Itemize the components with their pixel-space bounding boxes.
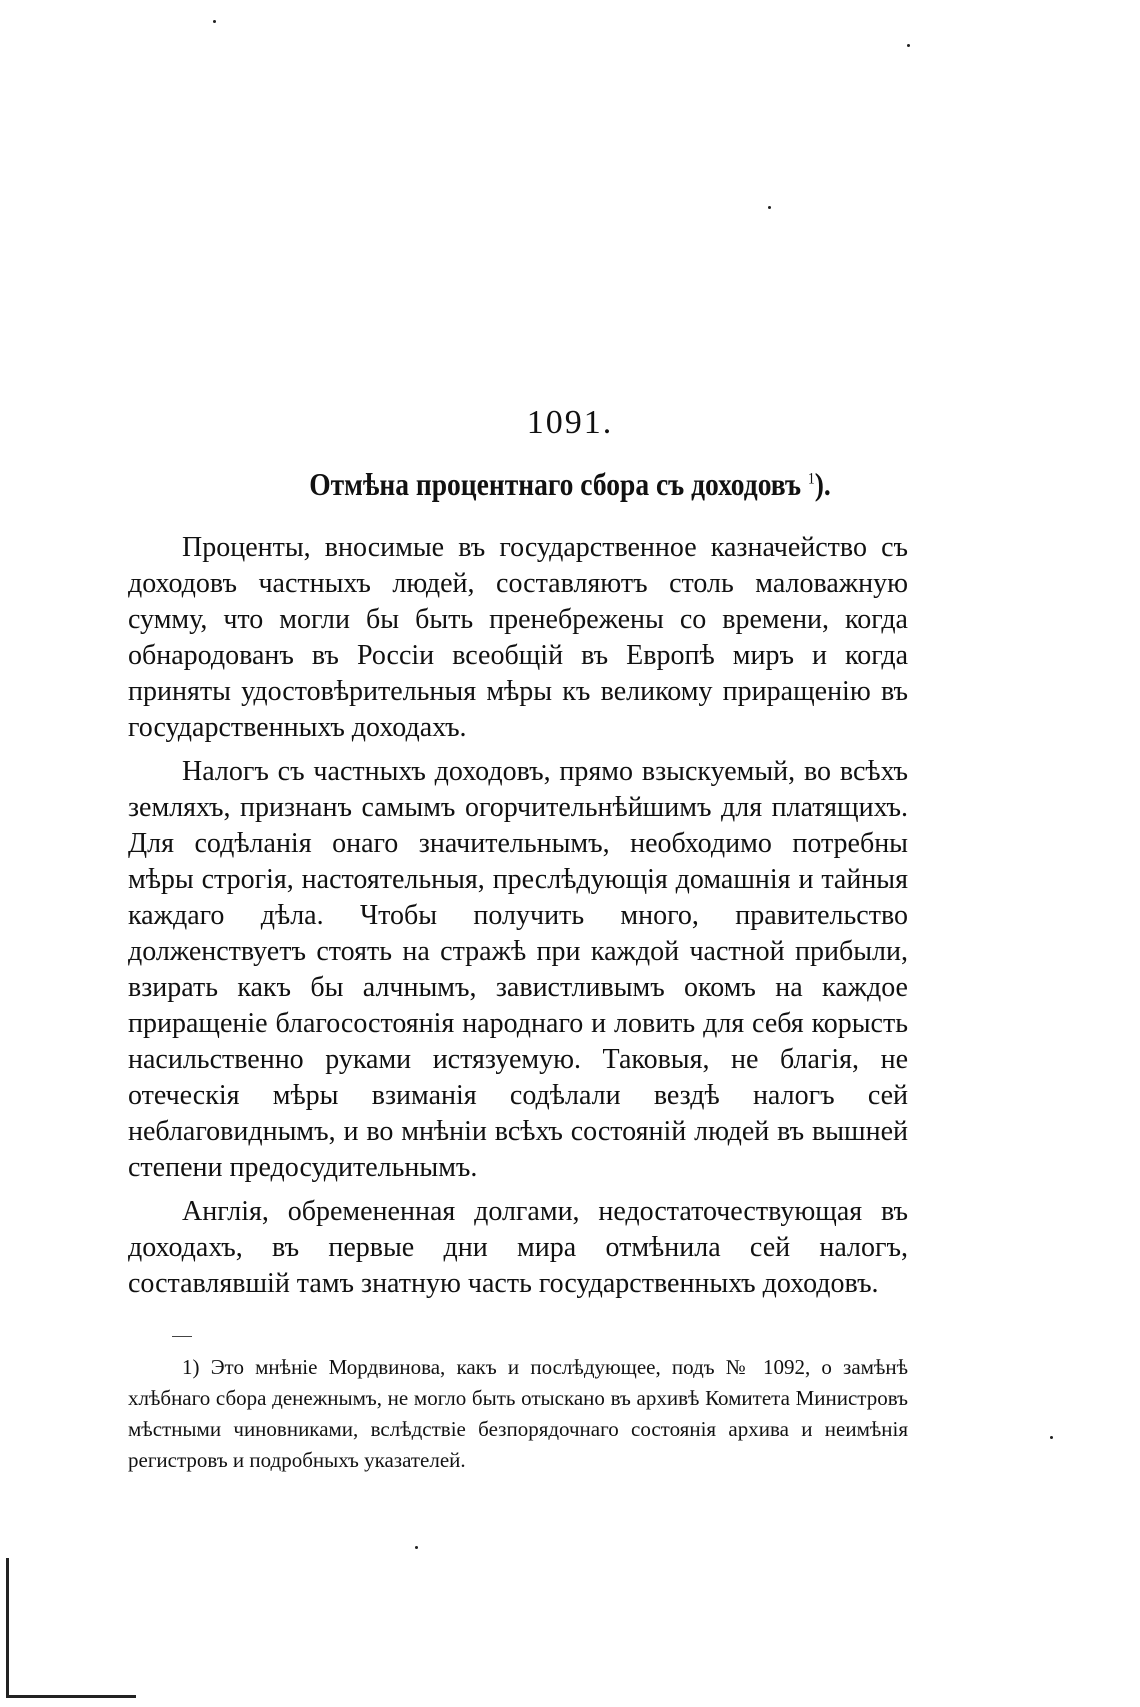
heading-closing: ). xyxy=(814,466,831,502)
scan-speck xyxy=(213,20,216,23)
page-number: 1091. xyxy=(526,404,614,441)
scan-bottom-line xyxy=(6,1695,136,1698)
paragraph-3: Англія, обремененная долгами, недостаточествующая въ доходахъ, въ первые дни мира отмѣнила сей налогъ, составлявшій тамъ знатную часть государственныхъ доходовъ. xyxy=(128,1196,908,1299)
scan-speck xyxy=(415,1546,418,1549)
footnote-mark: 1) xyxy=(182,1355,200,1379)
body-text xyxy=(128,530,908,1310)
scan-speck xyxy=(768,206,771,209)
section-heading xyxy=(80,466,1060,503)
scan-speck xyxy=(1050,1436,1053,1439)
footnote-separator xyxy=(172,1336,192,1337)
heading-text: Отмѣна процентнаго сбора съ доходовъ xyxy=(309,466,801,502)
footnote-text: Это мнѣніе Мордвинова, какъ и послѣдующее, подъ № 1092, о замѣнѣ хлѣбнаго сбора денежнымъ, не могло быть отыскано въ архивѣ Комитета Министровъ мѣстными чиновниками, вслѣдствіе безпорядочнаго состоянія архива и неимѣнія регистровъ и подробныхъ указателей. xyxy=(128,1355,909,1472)
scan-edge-line xyxy=(6,1558,9,1698)
heading-footnote-ref: 1 xyxy=(807,470,815,488)
paragraph-2: Налогъ съ частныхъ доходовъ, прямо взыскуемый, во всѣхъ земляхъ, признанъ самымъ огорчительнѣйшимъ для платящихъ. Для содѣланія онаго значительнымъ, необходимо потребны мѣры строгія, настоятельныя, преслѣдующія домашнія и тайныя каждаго дѣла. Чтобы получить много, правительство долженствуетъ стоять на стражѣ при каждой частной прибыли, взирать какъ бы алчнымъ, завистливымъ окомъ на каждое приращеніе благосостоянія народнаго и ловить для себя корысть насильственно руками истязуемую. Таковыя, не благія, не отеческія мѣры взиманія содѣлали вездѣ налогъ сей неблаговиднымъ, и во мнѣніи всѣхъ состояній людей въ вышней степени предосудительнымъ. xyxy=(128,756,908,1183)
footnote xyxy=(128,1352,908,1476)
scan-speck xyxy=(907,44,910,47)
paragraph-1: Проценты, вносимые въ государственное казначейство съ доходовъ частныхъ людей, составляютъ столь маловажную сумму, что могли бы быть пренебрежены со времени, когда обнародованъ въ Россіи всеобщій въ Европѣ миръ и когда приняты удостовѣрительныя мѣры къ великому приращенію въ государственныхъ доходахъ. xyxy=(128,532,908,743)
